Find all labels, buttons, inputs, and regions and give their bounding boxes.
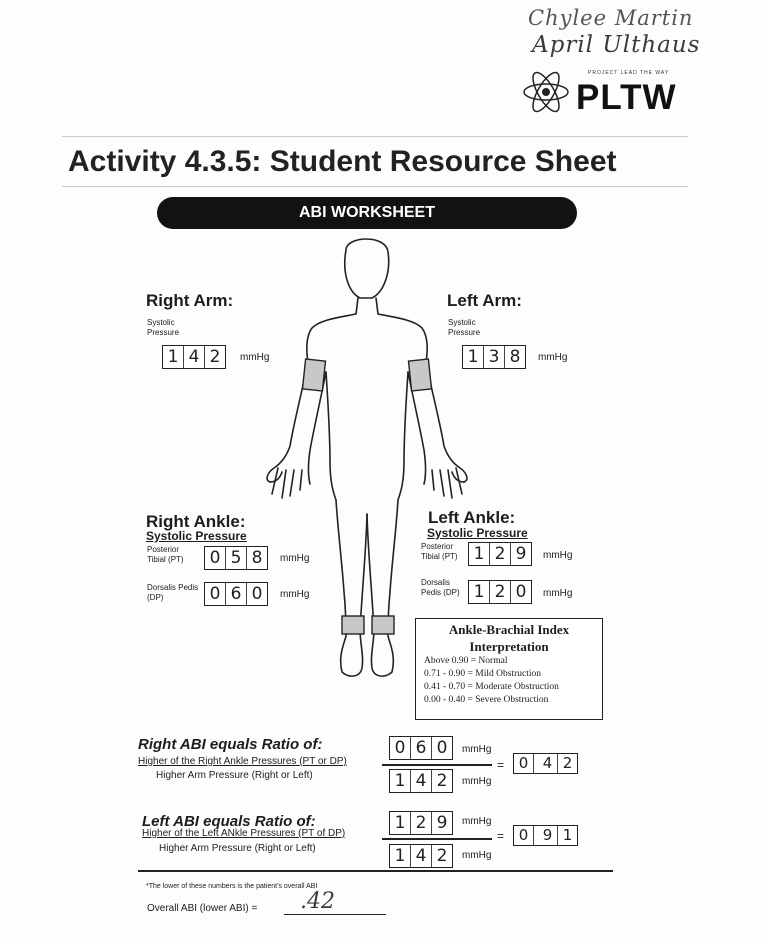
worksheet-banner: ABI WORKSHEET bbox=[157, 197, 577, 229]
digit-cell: 2 bbox=[411, 812, 432, 834]
left-abi-denominator-label: Higher Arm Pressure (Right or Left) bbox=[159, 843, 316, 854]
interpretation-row: 0.71 - 0.90 = Mild Obstruction bbox=[424, 669, 541, 679]
unit-label: mmHg bbox=[462, 850, 492, 861]
unit-label: mmHg bbox=[543, 550, 573, 561]
interpretation-row: Above 0.90 = Normal bbox=[424, 656, 508, 666]
page-title: Activity 4.3.5: Student Resource Sheet bbox=[68, 145, 617, 178]
digit-cell: 4 bbox=[411, 845, 432, 867]
digit-cell: 1 bbox=[163, 346, 184, 368]
digit-cell: 1 bbox=[390, 770, 411, 792]
right-dp-label: Dorsalis Pedis (DP) bbox=[147, 583, 199, 602]
digit-cell: 1 bbox=[469, 543, 490, 565]
interpretation-row: 0.41 - 0.70 = Moderate Obstruction bbox=[424, 682, 559, 692]
digit-cell: 9 bbox=[534, 826, 558, 845]
divider bbox=[62, 136, 688, 137]
left-abi-numerator-field[interactable] bbox=[389, 811, 453, 835]
right-abi-numerator-field[interactable] bbox=[389, 736, 453, 760]
digit-cell: 1 bbox=[469, 581, 490, 603]
right-dp-pressure-field[interactable] bbox=[204, 582, 268, 606]
left-arm-systolic-label: Systolic Pressure bbox=[448, 318, 481, 337]
digit-cell: 1 bbox=[390, 845, 411, 867]
student-name-2: April Ulthaus bbox=[532, 32, 701, 58]
right-pt-label: Posterior Tibial (PT) bbox=[147, 545, 184, 564]
digit-cell: 1 bbox=[463, 346, 484, 368]
right-ankle-sub-label: Systolic Pressure bbox=[146, 529, 247, 543]
digit-cell: 2 bbox=[209, 347, 221, 367]
left-abi-heading: Left ABI equals Ratio of: bbox=[142, 813, 316, 830]
answer-line bbox=[284, 914, 386, 915]
unit-label: mmHg bbox=[538, 352, 568, 363]
digit-cell: 8 bbox=[509, 347, 521, 367]
right-pt-pressure-field[interactable] bbox=[204, 546, 268, 570]
right-ankle-label: Right Ankle: bbox=[146, 512, 246, 531]
digit-cell: 0 bbox=[515, 582, 527, 602]
divider bbox=[62, 186, 688, 187]
left-arm-pressure-field[interactable] bbox=[462, 345, 526, 369]
fraction-bar bbox=[382, 838, 492, 840]
digit-cell: 0 bbox=[205, 547, 226, 569]
logo-tagline: PROJECT LEAD THE WAY bbox=[588, 70, 670, 76]
unit-label: mmHg bbox=[462, 744, 492, 755]
left-arm-label: Left Arm: bbox=[447, 291, 522, 310]
right-abi-numerator-label: Higher of the Right Ankle Pressures (PT or DP) bbox=[138, 756, 347, 767]
digit-cell: 2 bbox=[490, 581, 511, 603]
right-abi-denominator-label: Higher Arm Pressure (Right or Left) bbox=[156, 770, 313, 781]
digit-cell: 0 bbox=[390, 737, 411, 759]
left-pt-label: Posterior Tibial (PT) bbox=[421, 542, 458, 561]
left-ankle-sub-label: Systolic Pressure bbox=[427, 526, 528, 540]
right-arm-systolic-label: Systolic Pressure bbox=[147, 318, 180, 337]
unit-label: mmHg bbox=[543, 588, 573, 599]
left-dp-pressure-field[interactable] bbox=[468, 580, 532, 604]
left-abi-numerator-label: Higher of the Left ANkle Pressures (PT of DP) bbox=[142, 828, 346, 839]
digit-cell: 9 bbox=[515, 544, 527, 564]
equals-sign: = bbox=[497, 829, 505, 843]
atom-icon bbox=[520, 68, 572, 116]
right-abi-denominator-field[interactable] bbox=[389, 769, 453, 793]
fraction-bar bbox=[382, 764, 492, 766]
right-arm-pressure-field[interactable] bbox=[162, 345, 226, 369]
overall-abi-label: Overall ABI (lower ABI) = bbox=[147, 903, 258, 914]
digit-cell: 0 bbox=[514, 754, 534, 773]
digit-cell: 6 bbox=[226, 583, 247, 605]
digit-cell: 8 bbox=[251, 548, 263, 568]
unit-label: mmHg bbox=[240, 352, 270, 363]
unit-label: mmHg bbox=[280, 553, 310, 564]
right-abi-heading: Right ABI equals Ratio of: bbox=[138, 736, 323, 753]
digit-cell: 2 bbox=[562, 754, 573, 772]
divider bbox=[138, 870, 613, 872]
right-arm-label: Right Arm: bbox=[146, 291, 234, 310]
digit-cell: 0 bbox=[436, 738, 448, 758]
digit-cell: 6 bbox=[411, 737, 432, 759]
digit-cell: 9 bbox=[436, 813, 448, 833]
unit-label: mmHg bbox=[280, 589, 310, 600]
interpretation-title: Ankle-Brachial Index Interpretation bbox=[448, 622, 570, 654]
left-abi-denominator-field[interactable] bbox=[389, 844, 453, 868]
unit-label: mmHg bbox=[462, 776, 492, 787]
left-ankle-label: Left Ankle: bbox=[428, 508, 516, 527]
student-name-1: Chylee Martin bbox=[528, 6, 694, 30]
footer-note: *The lower of these numbers is the patient's overall ABI bbox=[146, 883, 318, 890]
digit-cell: 5 bbox=[226, 547, 247, 569]
digit-cell: 1 bbox=[390, 812, 411, 834]
logo-wordmark: PLTW bbox=[576, 78, 677, 117]
overall-abi-value[interactable]: .42 bbox=[300, 889, 335, 914]
digit-cell: 4 bbox=[184, 346, 205, 368]
left-dp-label: Dorsalis Pedis (DP) bbox=[421, 578, 460, 597]
pltw-logo bbox=[518, 66, 698, 118]
digit-cell: 0 bbox=[514, 826, 534, 845]
digit-cell: 4 bbox=[411, 770, 432, 792]
digit-cell: 4 bbox=[534, 754, 558, 773]
digit-cell: 2 bbox=[436, 771, 448, 791]
left-abi-result-field[interactable] bbox=[513, 825, 578, 846]
left-pt-pressure-field[interactable] bbox=[468, 542, 532, 566]
interpretation-row: 0.00 - 0.40 = Severe Obstruction bbox=[424, 695, 549, 705]
right-abi-result-field[interactable] bbox=[513, 753, 578, 774]
abi-interpretation-box bbox=[415, 618, 603, 720]
digit-cell: 1 bbox=[562, 826, 573, 844]
unit-label: mmHg bbox=[462, 816, 492, 827]
equals-sign: = bbox=[497, 758, 505, 772]
digit-cell: 0 bbox=[205, 583, 226, 605]
digit-cell: 0 bbox=[251, 584, 263, 604]
digit-cell: 3 bbox=[484, 346, 505, 368]
digit-cell: 2 bbox=[490, 543, 511, 565]
digit-cell: 2 bbox=[436, 846, 448, 866]
